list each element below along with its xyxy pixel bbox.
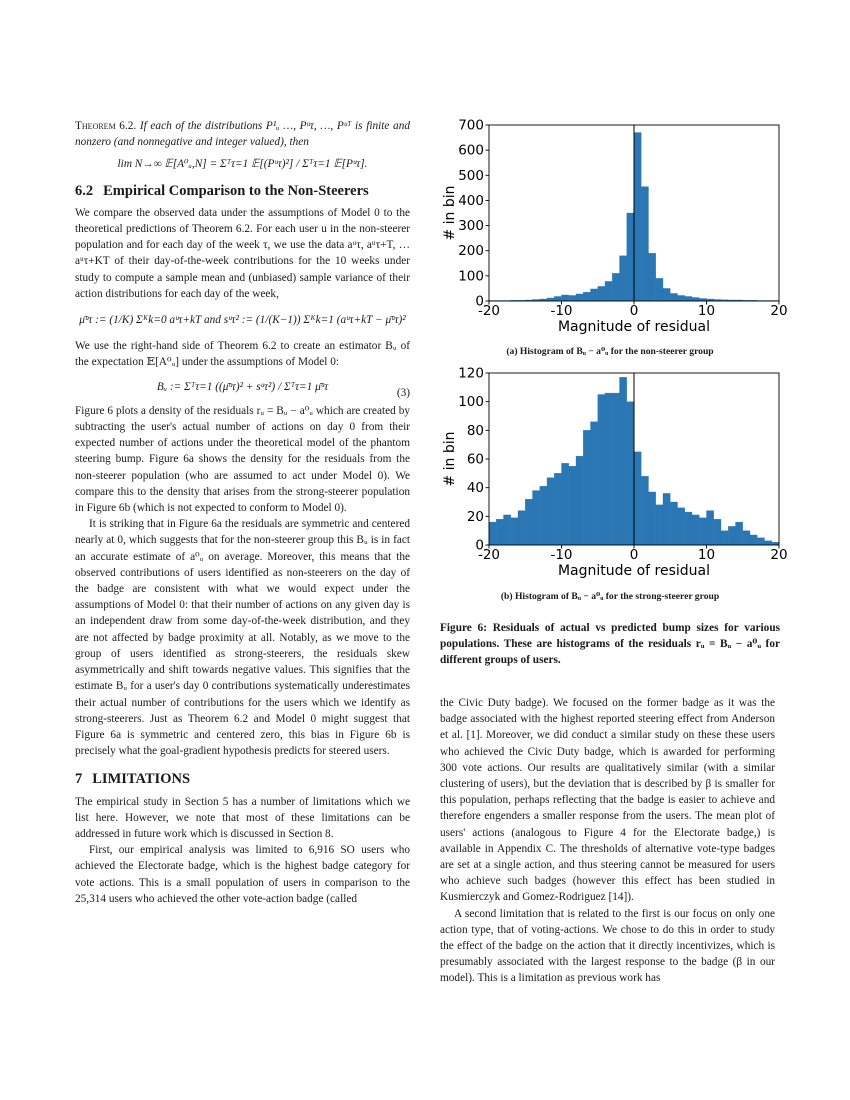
histogram-bar xyxy=(605,281,612,301)
histogram-bar xyxy=(569,466,576,545)
left-column xyxy=(75,118,410,907)
histogram-bar xyxy=(656,505,663,545)
y-tick-label: 600 xyxy=(458,142,484,159)
section-heading-6-2 xyxy=(75,183,410,199)
y-axis-label: # in bin xyxy=(442,185,458,241)
histogram-bar xyxy=(641,476,648,545)
x-axis-label: Magnitude of residual xyxy=(557,319,711,335)
y-tick-label: 200 xyxy=(458,243,484,260)
section-number: 7 xyxy=(75,771,83,788)
histogram-bar xyxy=(598,395,605,546)
theorem-statement: If each of the distributions P¹ᵤ …, Pᵘτ, …, Pᵘᵀ is finite and nonzero (and nonnegative and integer valued), then xyxy=(75,120,410,149)
paragraph: The empirical study in Section 5 has a number of limitations which we list here. However, we note that most of these limitations can be addressed in future work which is discussed in Section 8. xyxy=(75,795,410,840)
x-tick-label: -20 xyxy=(477,547,501,563)
paragraph: First, our empirical analysis was limited to 6,916 SO users who achieved the Electorate badge, which is the highest badge category for vote actions. This is a small population of users in comparison to the 25,314 users who achieved the other vote-action badge (called xyxy=(75,844,410,905)
histogram-bar xyxy=(489,522,496,545)
figure-caption: Figure 6: Residuals of actual vs predicted bump sizes for various populations. These are histograms of the residuals rᵤ = Bᵤ − a⁰ᵤ for different groups of users. xyxy=(440,622,780,666)
histogram-bar xyxy=(692,515,699,545)
histogram-bar xyxy=(641,187,648,301)
histogram-b xyxy=(440,366,790,589)
y-tick-label: 60 xyxy=(466,451,484,468)
histogram-bar xyxy=(496,519,503,545)
histogram-bar xyxy=(554,473,561,545)
histogram-bar xyxy=(562,463,569,545)
histogram-bar xyxy=(583,292,590,301)
y-tick-label: 20 xyxy=(466,508,484,525)
histogram-bar xyxy=(504,515,511,545)
histogram-bar xyxy=(598,286,605,301)
y-tick-label: 400 xyxy=(458,192,484,209)
histogram-bar xyxy=(757,538,764,545)
histogram-bar xyxy=(728,526,735,545)
theorem-heading: Theorem 6.2. xyxy=(75,120,137,132)
y-tick-label: 80 xyxy=(466,422,484,439)
y-tick-label: 0 xyxy=(475,293,484,310)
histogram-bar xyxy=(533,491,540,545)
x-tick-label: -20 xyxy=(477,303,501,319)
histogram-bar xyxy=(707,511,714,545)
histogram-bar xyxy=(699,518,706,545)
histogram-bar xyxy=(649,492,656,545)
equation-mean-variance: μ̄ᵘτ := (1/K) Σᴷk=0 aᵘτ+kT and sᵘτ² := (1/(K−1)) Σᴷk=1 (aᵘτ+kT − μ̄ᵘτ)² xyxy=(79,314,406,327)
histogram-bar xyxy=(678,295,685,301)
histogram-bar xyxy=(612,273,619,301)
histogram-bar xyxy=(750,535,757,545)
histogram-bar xyxy=(670,293,677,301)
histogram-a xyxy=(440,118,790,345)
histogram-b-svg xyxy=(440,366,790,584)
right-column xyxy=(440,695,775,987)
histogram-bar xyxy=(620,377,627,545)
paragraph: It is striking that in Figure 6a the residuals are symmetric and centered nearly at 0, which suggests that for the non-steerer group this Bᵤ is in fact an accurate estimate of a⁰ᵤ on average. Moreover, this means that the observed contributions of users identified as non-steerers on the day of the badge are consistent with what we would expect under the assumptions of Model 0: that their number of actions on any given day is an independent draw from some day-of-the-week distribution, and they are not affected by badge proximity at all. Notably, as we move to the group of users identified as strong-steerers, the residuals skew asymmetrically and shift towards negative values. This signifies that the estimate Bᵤ for a user's day 0 contributions systematically underestimates their actual number of contributions for the users which we identify as strong-steerers. Just as Theorem 6.2 and Model 0 might suggest that Figure 6a is symmetric and centered zero, this bias in Figure 6b is precisely what the goal-gradient hypothesis predicts for steered users. xyxy=(75,518,410,758)
section-heading-7 xyxy=(75,771,410,787)
x-tick-label: 20 xyxy=(770,303,788,319)
histogram-bar xyxy=(634,133,641,301)
histogram-bar xyxy=(634,452,641,545)
x-tick-label: -10 xyxy=(550,303,573,319)
histogram-bar xyxy=(678,508,685,545)
histogram-bar xyxy=(685,512,692,545)
subcaption-b: (b) Histogram of Bᵤ − a⁰ᵤ for the strong-steerer group xyxy=(500,591,720,602)
paragraph: A second limitation that is related to the first is our focus on only one action type, that of voting-actions. We chose to do this in order to study the effect of the badge on the action that it directly incentivizes, which is presumably associated with the largest response to the badge (β in our model). This is a limitation as previous work has xyxy=(440,907,775,985)
histogram-bar xyxy=(627,213,634,301)
y-tick-label: 700 xyxy=(458,118,484,134)
histogram-bar xyxy=(620,256,627,301)
histogram-bar xyxy=(714,519,721,545)
x-tick-label: 20 xyxy=(770,547,788,563)
y-tick-label: 100 xyxy=(458,268,484,285)
paragraph: We compare the observed data under the assumptions of Model 0 to the theoretical predictions of Theorem 6.2. For each user u in the non-steerer population and for each day of the week τ, we use the data aᵘτ, aᵘτ+T, … aᵘτ+KT of their day-of-the-week contributions for the 10 weeks under study to compute a sample mean and (unbiased) sample variance of their action distributions for each day of the week, xyxy=(75,206,410,300)
histogram-bar xyxy=(685,296,692,301)
histogram-bar xyxy=(663,288,670,301)
histogram-bar xyxy=(583,430,590,545)
y-tick-label: 100 xyxy=(458,394,484,411)
histogram-bar xyxy=(525,499,532,545)
x-tick-label: 0 xyxy=(629,547,639,563)
paragraph: the Civic Duty badge). We focused on the former badge as it was the badge associated with the highest reported steering effect from Anderson et al. [1]. Moreover, we did conduct a similar study on these these users who achieved the Civic Duty badge, which is awarded for performing 300 vote actions. Our results are qualitatively similar (with a similar clustering of users), but the deviation that is described by β is smaller for this population, perhaps reflecting that the badge is easier to achieve and therefore engenders a smaller response from the users. The mean plot of users' actions (analogous to Figure 4 for the Electorate badge,) is available in Appendix C. The thresholds of alternative vote-type badges are set at a single action, and thus steering cannot be measured for users who achieve such badges (however this effect has been studied in Kusmierczyk and Gomez-Rodriguez [14]). xyxy=(440,697,775,904)
histogram-bar xyxy=(612,393,619,545)
histogram-bar xyxy=(721,531,728,545)
histogram-bar xyxy=(765,541,772,545)
y-tick-label: 500 xyxy=(458,167,484,184)
theorem-equation: lim N→∞ 𝔼[A⁰ᵤ,N] = Σᵀτ=1 𝔼[(Pᵘτ)²] / Σᵀτ=1 𝔼[Pᵘτ]. xyxy=(117,158,368,171)
histogram-a-svg xyxy=(440,118,790,340)
equation-number: (3) xyxy=(396,386,410,399)
x-tick-label: 0 xyxy=(629,303,639,319)
histogram-bar xyxy=(518,511,525,545)
histogram-bar xyxy=(670,502,677,545)
x-tick-label: -10 xyxy=(550,547,573,563)
paragraph: Figure 6 plots a density of the residuals rᵤ = Bᵤ − a⁰ᵤ which are created by subtracting the user's actual number of actions on day 0 from their expected number of actions under the theoretical model of the phantom steering bump. Figure 6a shows the density for the residuals from the non-steerer population (who are assumed to act under Model 0). We compare this to the density that arises from the strong-steerer population in Figure 6b (which is not expected to conform to Model 0). xyxy=(75,404,410,515)
section-title: LIMITATIONS xyxy=(92,771,191,788)
y-tick-label: 0 xyxy=(475,537,484,554)
x-tick-label: 10 xyxy=(697,547,716,563)
histogram-bar xyxy=(576,294,583,301)
histogram-bar xyxy=(576,456,583,545)
section-title: Empirical Comparison to the Non-Steerers xyxy=(103,182,369,199)
equation-3 xyxy=(75,379,410,399)
histogram-bar xyxy=(692,297,699,301)
histogram-bar xyxy=(627,402,634,545)
histogram-bar xyxy=(591,289,598,301)
histogram-bar xyxy=(591,422,598,545)
histogram-bar xyxy=(511,518,518,545)
histogram-bar xyxy=(649,253,656,301)
histogram-bar xyxy=(562,295,569,301)
subcaption-a: (a) Histogram of Bᵤ − a⁰ᵤ for the non-steerer group xyxy=(506,346,714,357)
x-axis-label: Magnitude of residual xyxy=(557,563,711,579)
histogram-bar xyxy=(736,522,743,545)
histogram-bar xyxy=(554,296,561,301)
y-tick-label: 120 xyxy=(458,366,484,382)
theorem-block xyxy=(75,118,410,150)
histogram-bar xyxy=(743,531,750,545)
y-tick-label: 40 xyxy=(466,480,484,497)
section-number: 6.2 xyxy=(75,182,94,199)
y-axis-label: # in bin xyxy=(442,431,458,487)
histogram-bar xyxy=(569,295,576,301)
equation-3-body: Bᵤ := Σᵀτ=1 ((μ̄ᵘτ)² + sᵘτ²) / Σᵀτ=1 μ̄ᵘτ xyxy=(156,380,329,393)
histogram-bar xyxy=(656,278,663,301)
y-tick-label: 300 xyxy=(458,218,484,235)
histogram-bar xyxy=(605,393,612,545)
histogram-bar xyxy=(547,478,554,545)
histogram-bar xyxy=(540,486,547,545)
histogram-bar xyxy=(663,493,670,545)
x-tick-label: 10 xyxy=(697,303,716,319)
paragraph: We use the right-hand side of Theorem 6.2 to create an estimator Bᵤ of the expectation 𝔼[A⁰ᵤ] under the assumptions of Model 0: xyxy=(75,340,410,369)
histogram-bar xyxy=(547,298,554,301)
